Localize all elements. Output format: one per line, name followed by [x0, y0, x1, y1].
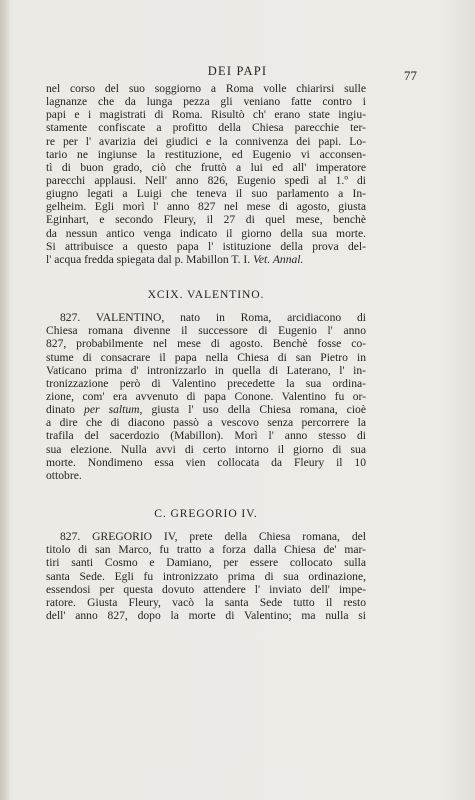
text-line: tronizzazione però di Valentino precedette la sua ordina-: [46, 376, 366, 390]
text-line: tì di buon grado, ciò che fruttò a lui ed all' imperatore: [46, 160, 366, 174]
text-line: giugno legati a Luigi che teneva il suo parlamento a In-: [46, 187, 366, 201]
text-line: essendosi per questa dovuto attendere l' inviato dell' impe-: [46, 582, 366, 596]
section-heading-gregorio: C. GREGORIO IV.: [154, 506, 258, 520]
text-line: da nessun antico venga indicato il giorno della sua morte.: [46, 226, 366, 240]
text-line: santa Sede. Egli fu intronizzato prima di sua ordinazione,: [46, 569, 366, 583]
paragraph-eugenio-continued: [46, 82, 366, 266]
paragraph-gregorio: [46, 530, 366, 622]
text-line: Si attribuisce a questo papa l' istituzione della prova del-: [46, 239, 366, 253]
text-line: lagnanze che da lunga pezza gli veniano fatte contro i: [46, 95, 366, 109]
text-line: papi e i magistrati di Roma. Risultò ch' erano state ingiu-: [46, 108, 366, 122]
text-line: morte. Nondimeno essa vien collocata da Fleury il 10: [46, 455, 366, 469]
page-body: [46, 82, 366, 622]
text-run: dinato: [46, 403, 85, 417]
text-line: Eginhart, e secondo Fleury, il 27 di quel mese, benchè: [46, 213, 366, 227]
text-line: parecchi applausi. Nell' anno 826, Eugenio spedì al 1.º di: [46, 173, 366, 187]
gutter-shadow: [0, 0, 10, 800]
page-header: [0, 64, 475, 84]
text-line: gelheim. Egli morì l' anno 827 nel mese di agosto, giusta: [46, 200, 366, 214]
text-line: titolo di san Marco, fu tratto a forza dalla Chiesa de' mar-: [46, 543, 366, 557]
text-line: 827, probabilmente nel mese di agosto. Benchè fosse co-: [46, 337, 366, 351]
text-line: dell' anno 827, dopo la morte di Valentino; ma nulla si: [46, 608, 366, 622]
text-line: [46, 403, 366, 416]
section-heading-valentino: XCIX. VALENTINO.: [147, 287, 265, 301]
text-line: trafila del sacerdozio (Mabillon). Morì l' anno stesso di: [46, 429, 366, 443]
text-line: 827. GREGORIO IV, prete della Chiesa romana, del: [60, 530, 366, 544]
text-line: nel corso del suo soggiorno a Roma volle chiarirsi sulle: [46, 82, 366, 95]
running-head: DEI PAPI: [207, 64, 268, 78]
text-run: l' acqua fredda spiegata dal p. Mabillon T. I.: [46, 252, 254, 266]
text-line: zione, com' era avvenuto di papa Conone. Valentino fu or-: [46, 389, 366, 403]
text-line: ratore. Giusta Fleury, vacò la santa Sede tutto il resto: [46, 595, 366, 609]
text-line: stamente confiscate a profitto della Chiesa parecchie ter-: [46, 121, 366, 135]
text-line: Vaticano prima d' intronizzarlo in quella di Laterano, l' in-: [46, 363, 366, 377]
text-line: 827. VALENTINO, nato in Roma, arcidiacono di: [60, 311, 366, 325]
page-number: 77: [404, 68, 417, 83]
text-run: , giusta l' uso della Chiesa romana, cioè: [139, 403, 366, 417]
text-line: tiri santi Cosmo e Damiano, per essere collocato sulla: [46, 556, 366, 570]
text-line: tario ne ingiunse la restituzione, ed Eugenio vi acconsen-: [46, 147, 366, 161]
text-line: sua elezione. Nulla avvi di certo intorno il giorno di sua: [46, 442, 366, 456]
text-line: a dire che di diacono passò a vescovo senza percorrere la: [46, 416, 366, 430]
text-line: stume di consacrare il papa nella Chiesa di san Pietro in: [46, 350, 366, 364]
text-line: ottobre.: [46, 468, 82, 482]
italic-citation: Vet. Annal.: [253, 252, 304, 266]
text-line: re per l' avarizia dei giudici e la connivenza dei papi. Lo-: [46, 134, 366, 148]
paragraph-valentino: [46, 311, 366, 482]
text-line: Chiesa romana divenne il successore di Eugenio l' anno: [46, 324, 366, 338]
text-line: [46, 253, 366, 266]
italic-phrase: per saltum: [84, 403, 140, 417]
